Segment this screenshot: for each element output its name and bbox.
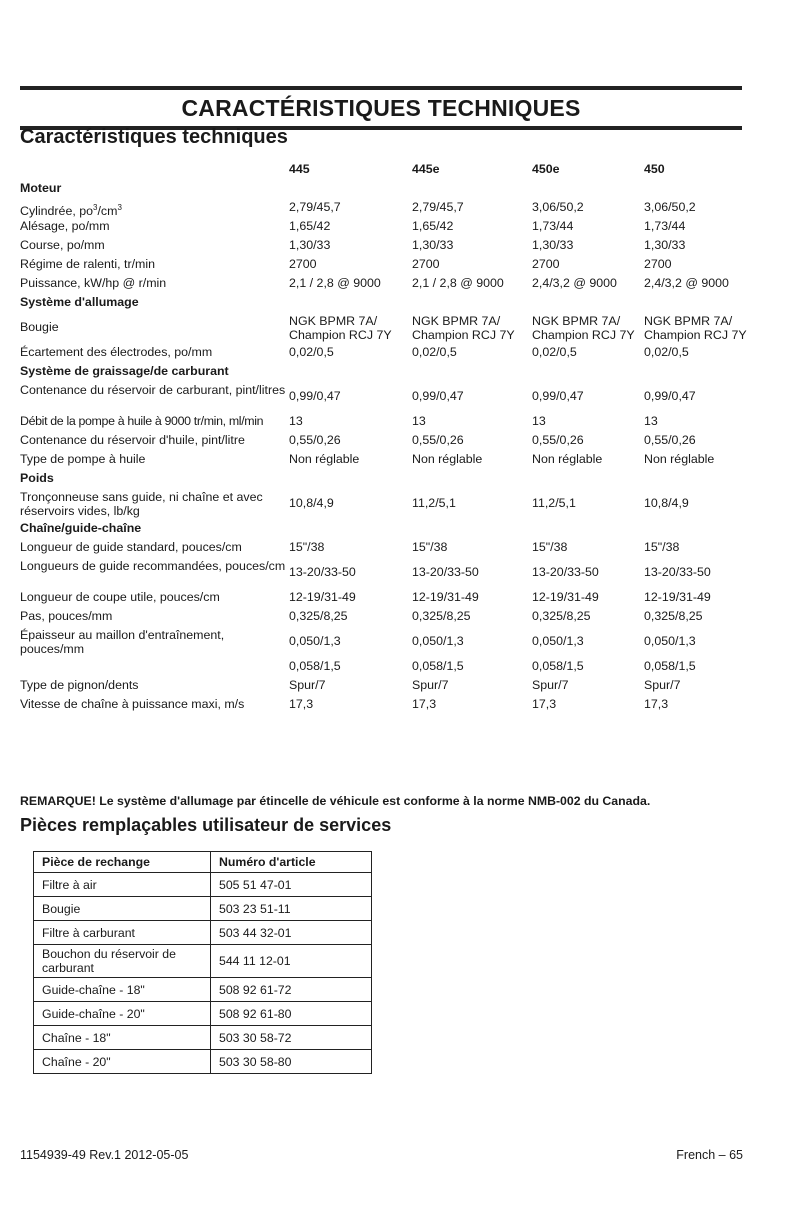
spec-value: 0,02/0,5: [289, 345, 334, 359]
banner-title: CARACTÉRISTIQUES TECHNIQUES: [181, 95, 581, 121]
spec-row-epaisseur: [20, 626, 780, 657]
spec-row-bougie: [20, 312, 780, 343]
section-label: Poids: [20, 471, 54, 485]
spec-row-debit: [20, 412, 780, 431]
section-row-allumage: [20, 293, 780, 312]
spec-value: 3,06/50,2: [532, 200, 584, 214]
table-row: [34, 921, 372, 945]
part-number: 503 23 51-11: [211, 897, 372, 921]
spec-value: 13: [532, 414, 546, 428]
spec-value: 15"/38: [644, 540, 680, 554]
spec-value: 0,99/0,47: [532, 389, 584, 403]
spec-value: 13-20/33-50: [289, 565, 356, 579]
spec-value: NGK BPMR 7A/ Champion RCJ 7Y: [412, 314, 515, 342]
spec-value: 10,8/4,9: [289, 496, 334, 510]
spec-value: 0,55/0,26: [412, 433, 464, 447]
spec-value: 0,55/0,26: [644, 433, 696, 447]
spec-row-cylindree: [20, 198, 780, 217]
spec-value: 2,4/3,2 @ 9000: [532, 276, 617, 290]
spec-value: 15"/38: [412, 540, 448, 554]
spec-value: 11,2/5,1: [532, 496, 576, 510]
spec-value: 0,050/1,3: [289, 634, 341, 648]
spec-value: NGK BPMR 7A/ Champion RCJ 7Y: [532, 314, 635, 342]
spec-value: 12-19/31-49: [644, 590, 711, 604]
spec-label: Contenance du réservoir d'huile, pint/litre: [20, 433, 245, 447]
spec-label: Débit de la pompe à huile à 9000 tr/min, ml/min: [20, 414, 264, 428]
spec-value: 15"/38: [289, 540, 325, 554]
spec-value: 12-19/31-49: [412, 590, 479, 604]
spec-label: Épaisseur au maillon d'entraînement, pouces/mm: [20, 628, 225, 656]
table-row: [34, 1026, 372, 1050]
spec-row-coupe: [20, 588, 780, 607]
spec-value: 0,325/8,25: [644, 609, 703, 623]
spec-value: 1,30/33: [532, 238, 574, 252]
parts-table-header: [34, 852, 372, 873]
section-label: Chaîne/guide-chaîne: [20, 521, 142, 535]
spec-value: NGK BPMR 7A/ Champion RCJ 7Y: [644, 314, 747, 342]
spec-value: NGK BPMR 7A/ Champion RCJ 7Y: [289, 314, 392, 342]
spec-value: 13: [289, 414, 303, 428]
spec-value: 2700: [289, 257, 317, 271]
spec-value: 2,79/45,7: [412, 200, 464, 214]
spec-value: Non réglable: [289, 452, 360, 466]
spec-value: 13: [412, 414, 426, 428]
spec-value: 17,3: [289, 697, 314, 711]
spec-value: 17,3: [532, 697, 557, 711]
spec-row-course: [20, 236, 780, 255]
section-row-poids: [20, 469, 780, 488]
spec-value: 1,30/33: [644, 238, 686, 252]
spec-value: 0,55/0,26: [289, 433, 341, 447]
spec-row-tronconneuse: [20, 488, 780, 519]
spec-value: 17,3: [644, 697, 669, 711]
spec-value: 13-20/33-50: [412, 565, 479, 579]
spec-value: 0,325/8,25: [532, 609, 591, 623]
spec-value: 0,02/0,5: [532, 345, 577, 359]
spec-value: 2700: [532, 257, 560, 271]
spec-value: 0,99/0,47: [289, 389, 341, 403]
part-number: 505 51 47-01: [211, 873, 372, 897]
spec-value: 0,02/0,5: [644, 345, 689, 359]
spec-label: Course, po/mm: [20, 238, 105, 252]
spec-row-reservoir-carburant: [20, 381, 780, 412]
spec-label: Longueur de coupe utile, pouces/cm: [20, 590, 220, 604]
compliance-note: REMARQUE! Le système d'allumage par étincelle de véhicule est conforme à la norme NMB-002 du Canada.: [20, 794, 651, 808]
spec-value: 0,99/0,47: [412, 389, 464, 403]
spec-value: 2,4/3,2 @ 9000: [644, 276, 729, 290]
spec-label: Bougie: [20, 320, 59, 334]
spec-value: 1,65/42: [412, 219, 454, 233]
parts-table: [33, 851, 372, 1074]
spec-value: 0,058/1,5: [289, 659, 341, 673]
spec-value: Non réglable: [412, 452, 483, 466]
spec-value: 12-19/31-49: [289, 590, 356, 604]
table-row: [34, 945, 372, 978]
table-row: [34, 978, 372, 1002]
part-name: Bouchon du réservoir de carburant: [34, 945, 211, 978]
spec-value: 0,050/1,3: [412, 634, 464, 648]
page-number: French – 65: [676, 1148, 743, 1162]
spec-label: Tronçonneuse sans guide, ni chaîne et avec réservoirs vides, lb/kg: [20, 490, 263, 518]
spec-label: Type de pompe à huile: [20, 452, 146, 466]
page-banner: [20, 86, 742, 130]
spec-label: Type de pignon/dents: [20, 678, 139, 692]
spec-value: 0,325/8,25: [289, 609, 348, 623]
part-number: 503 44 32-01: [211, 921, 372, 945]
section-row-moteur: [20, 179, 780, 198]
part-name: Guide-chaîne - 20": [34, 1002, 211, 1026]
spec-value: 2700: [644, 257, 672, 271]
spec-value: 2,1 / 2,8 @ 9000: [412, 276, 504, 290]
spec-value: 0,058/1,5: [644, 659, 696, 673]
spec-value: 13-20/33-50: [644, 565, 711, 579]
spec-value: 0,325/8,25: [412, 609, 471, 623]
spec-value: 0,058/1,5: [532, 659, 584, 673]
spec-value: Non réglable: [644, 452, 715, 466]
spec-table: [20, 160, 780, 714]
spec-value: 1,73/44: [532, 219, 574, 233]
spec-label: Régime de ralenti, tr/min: [20, 257, 155, 271]
spec-row-vitesse: [20, 695, 780, 714]
section-row-graissage: [20, 362, 780, 381]
part-name: Chaîne - 18": [34, 1026, 211, 1050]
spec-value: 0,99/0,47: [644, 389, 696, 403]
spec-row-reservoir-huile: [20, 431, 780, 450]
spec-label: Écartement des électrodes, po/mm: [20, 345, 213, 359]
spec-label: Longueur de guide standard, pouces/cm: [20, 540, 242, 554]
part-name: Filtre à carburant: [34, 921, 211, 945]
spec-value: 17,3: [412, 697, 437, 711]
spec-value: 0,058/1,5: [412, 659, 464, 673]
table-row: [34, 897, 372, 921]
spec-label: Contenance du réservoir de carburant, pint/litres: [20, 383, 286, 397]
spec-label: Pas, pouces/mm: [20, 609, 113, 623]
spec-value: 15"/38: [532, 540, 568, 554]
section-label: Moteur: [20, 181, 62, 195]
part-number: 508 92 61-72: [211, 978, 372, 1002]
spec-row-ecartement: [20, 343, 780, 362]
spec-row-pompe: [20, 450, 780, 469]
spec-value: Spur/7: [412, 678, 449, 692]
spec-value: 2700: [412, 257, 440, 271]
spec-row-puissance: [20, 274, 780, 293]
parts-header-part: Pièce de rechange: [34, 852, 211, 873]
spec-value: 0,050/1,3: [644, 634, 696, 648]
model-header: 450: [644, 162, 665, 176]
table-row: [34, 873, 372, 897]
spec-label: Alésage, po/mm: [20, 219, 110, 233]
spec-value: 13: [644, 414, 658, 428]
spec-value: 0,02/0,5: [412, 345, 457, 359]
specs-section-title: Caractéristiques techniques: [20, 126, 288, 148]
parts-header-number: Numéro d'article: [211, 852, 372, 873]
model-header-row: [20, 160, 780, 179]
spec-value: 2,1 / 2,8 @ 9000: [289, 276, 381, 290]
spec-label: Cylindrée, $po^3/cm^3$: [20, 203, 122, 218]
section-row-chaine: [20, 519, 780, 538]
spec-value: 13-20/33-50: [532, 565, 599, 579]
spec-row-alesage: [20, 217, 780, 236]
spec-value: 1,30/33: [289, 238, 331, 252]
spec-value: 2,79/45,7: [289, 200, 341, 214]
part-number: 503 30 58-80: [211, 1050, 372, 1074]
parts-section-title: Pièces remplaçables utilisateur de services: [20, 815, 392, 835]
spec-row-ralenti: [20, 255, 780, 274]
document-number: 1154939-49 Rev.1 2012-05-05: [20, 1148, 189, 1162]
section-label: Système de graissage/de carburant: [20, 364, 229, 378]
spec-value: Spur/7: [289, 678, 326, 692]
part-name: Chaîne - 20": [34, 1050, 211, 1074]
model-header: 450e: [532, 162, 560, 176]
spec-row-guide-standard: [20, 538, 780, 557]
model-header: 445e: [412, 162, 440, 176]
part-number: 544 11 12-01: [211, 945, 372, 978]
section-label: Système d'allumage: [20, 295, 139, 309]
spec-row-pignon: [20, 676, 780, 695]
spec-value: 1,73/44: [644, 219, 686, 233]
spec-value: 11,2/5,1: [412, 496, 456, 510]
table-row: [34, 1002, 372, 1026]
spec-label: Vitesse de chaîne à puissance maxi, m/s: [20, 697, 245, 711]
spec-value: Spur/7: [532, 678, 569, 692]
part-number: 503 30 58-72: [211, 1026, 372, 1050]
spec-value: Spur/7: [644, 678, 681, 692]
spec-value: 3,06/50,2: [644, 200, 696, 214]
spec-value: 10,8/4,9: [644, 496, 689, 510]
spec-label: Longueurs de guide recommandées, pouces/cm: [20, 559, 286, 573]
spec-value: 1,30/33: [412, 238, 454, 252]
spec-label: Puissance, kW/hp @ r/min: [20, 276, 167, 290]
spec-row-pas: [20, 607, 780, 626]
part-name: Filtre à air: [34, 873, 211, 897]
model-header: 445: [289, 162, 310, 176]
spec-value: Non réglable: [532, 452, 603, 466]
spec-value: 0,55/0,26: [532, 433, 584, 447]
table-row: [34, 1050, 372, 1074]
part-name: Guide-chaîne - 18": [34, 978, 211, 1002]
spec-row-epaisseur-alt: [20, 657, 780, 676]
part-name: Bougie: [34, 897, 211, 921]
spec-value: 0,050/1,3: [532, 634, 584, 648]
spec-value: 1,65/42: [289, 219, 331, 233]
spec-row-guide-recommande: [20, 557, 780, 588]
part-number: 508 92 61-80: [211, 1002, 372, 1026]
spec-value: 12-19/31-49: [532, 590, 599, 604]
